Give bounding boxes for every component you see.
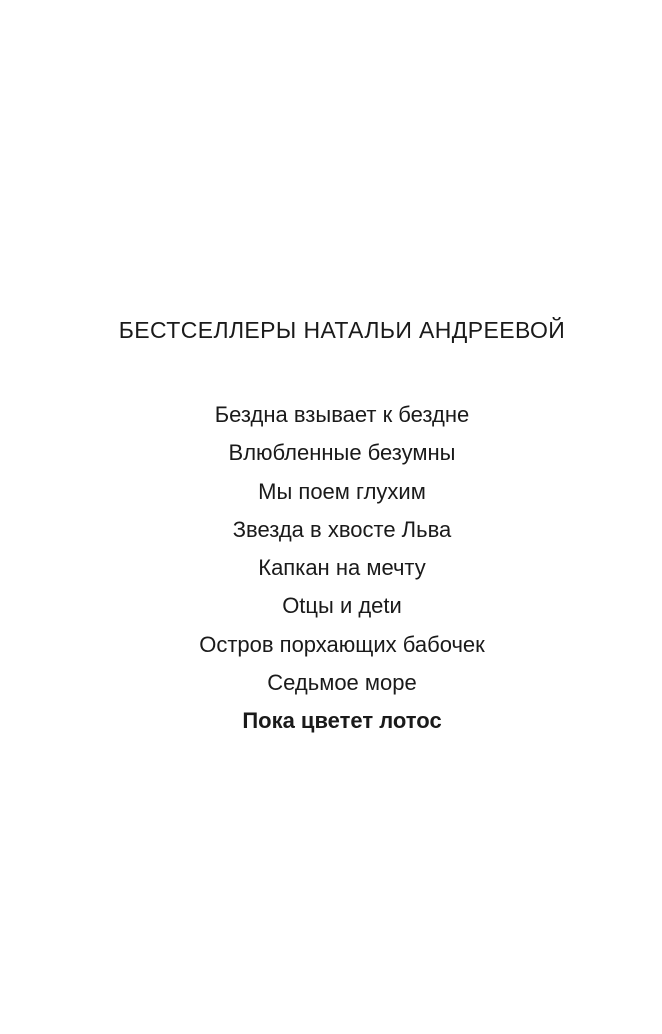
book-title: Звезда в хвосте Льва: [232, 516, 452, 542]
book-title: Бездна взывает к бездне: [214, 402, 470, 427]
book-title: Влюбленные безумны: [228, 440, 456, 466]
book-title: Остров порхающих бабочек: [199, 631, 485, 657]
book-title: Седьмое море: [267, 670, 417, 696]
book-list: [22, 396, 662, 741]
page-title: БЕСТСЕЛЛЕРЫ НАТАЛЬИ АНДРЕЕВОЙ: [118, 317, 566, 343]
book-title: Оtцы и деtи: [282, 593, 402, 619]
page-content: [22, 0, 662, 741]
book-title: Капкан на мечту: [258, 555, 426, 581]
book-title-highlighted: Пока цветет лотос: [242, 708, 442, 734]
book-title: Мы поем глухим: [258, 478, 426, 504]
